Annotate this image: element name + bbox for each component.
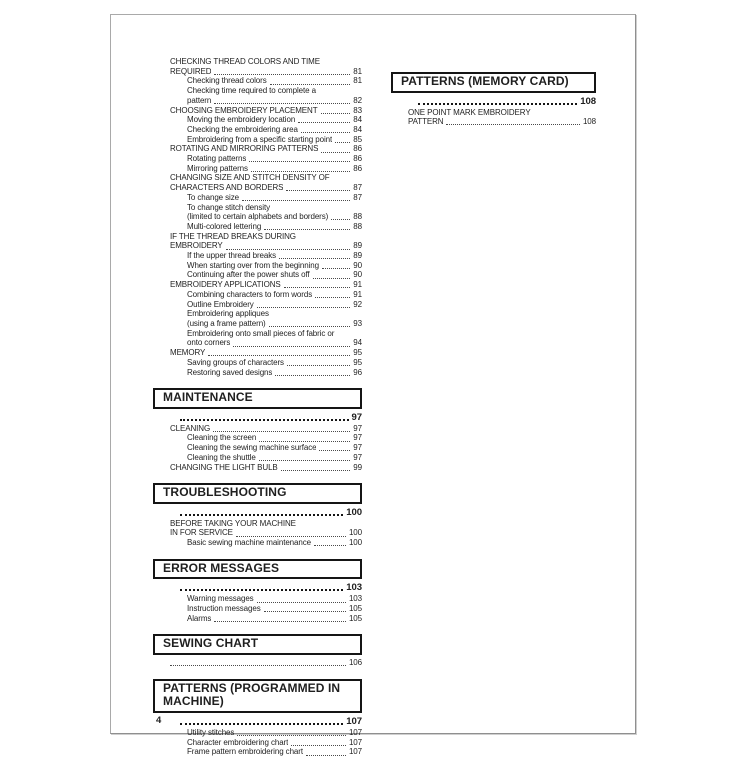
toc-entry — [153, 154, 362, 164]
toc-entry-row — [153, 290, 362, 300]
toc-entry-text: Combining characters to form words — [187, 289, 313, 299]
page-ref: 107 — [348, 727, 362, 737]
toc-entry-text: CHANGING THE LIGHT BULB — [170, 462, 278, 472]
toc-entry-text: Saving groups of characters — [187, 357, 284, 367]
toc-entry-row — [153, 193, 362, 203]
toc-entry-row — [153, 212, 362, 222]
toc-entry-text: To change stitch density — [187, 202, 270, 212]
toc-entry-text: Embroidering appliques — [187, 309, 269, 319]
dot-leader — [287, 364, 350, 366]
toc-entry-text: Alarms — [187, 613, 212, 623]
toc-entry-row — [153, 261, 362, 271]
section-header — [153, 679, 362, 713]
toc-entry — [153, 453, 362, 463]
page-ref: 86 — [353, 144, 362, 154]
toc-entry-text: If the upper thread breaks — [187, 251, 277, 261]
page-ref: 89 — [353, 241, 362, 251]
chapter-page-line — [153, 582, 362, 593]
toc-entry-row — [153, 338, 362, 348]
toc-entry-text: CHOOSING EMBROIDERY PLACEMENT — [170, 105, 318, 115]
toc-entry-text: IN FOR SERVICE — [170, 528, 233, 538]
toc-entry-text: pattern — [187, 95, 212, 105]
section-title: PATTERNS (MEMORY CARD) — [401, 74, 569, 88]
page-ref: 86 — [353, 163, 362, 173]
toc-entry-text: Mirroring patterns — [187, 163, 248, 173]
toc-entry — [153, 594, 362, 604]
page-ref: 84 — [353, 124, 362, 134]
dot-leader — [214, 620, 346, 622]
page-ref: 88 — [353, 221, 362, 231]
toc-entry-row — [153, 222, 362, 232]
toc-entry-text: Embroidering from a specific starting point — [187, 134, 333, 144]
toc-entry-text: (limited to certain alphabets and borders) — [187, 212, 329, 222]
toc-entry-row — [153, 528, 362, 538]
toc-entry — [153, 86, 362, 105]
page-ref: 91 — [353, 280, 362, 290]
toc-entry-row — [153, 154, 362, 164]
chapter-page-number: 103 — [346, 582, 362, 594]
toc-entry — [153, 329, 362, 348]
toc-entry — [153, 222, 362, 232]
toc-entry-text: IF THE THREAD BREAKS DURING — [170, 231, 296, 241]
toc-entry-row — [153, 348, 362, 358]
chapter-page-number: 97 — [351, 411, 362, 423]
toc-entry-text: Cleaning the shuttle — [187, 452, 256, 462]
toc-entry-text: (using a frame pattern) — [187, 318, 266, 328]
toc-entry-text: Outline Embroidery — [187, 299, 254, 309]
toc-entry-text: PATTERN — [408, 117, 444, 127]
toc-entry — [153, 519, 362, 538]
toc-entry-text: When starting over from the beginning — [187, 260, 319, 270]
page-ref: 100 — [348, 538, 362, 548]
section-header — [153, 388, 362, 409]
dot-leader — [180, 722, 343, 725]
page-ref: 97 — [353, 423, 362, 433]
section-title: MAINTENANCE — [163, 390, 253, 405]
dot-leader — [257, 601, 346, 603]
toc-entry-text: EMBROIDERY — [170, 241, 223, 251]
page-ref: 95 — [353, 348, 362, 358]
toc-entry-text: Checking time required to complete a — [187, 86, 316, 96]
page-ref: 81 — [353, 76, 362, 86]
page-ref: 94 — [353, 338, 362, 348]
dot-leader — [226, 248, 351, 250]
page-ref: 100 — [348, 528, 362, 538]
dot-leader — [264, 610, 346, 612]
toc-entry-text: ONE POINT MARK EMBROIDERY — [408, 107, 531, 117]
toc-entry-text: Warning messages — [187, 594, 254, 604]
page-ref: 103 — [348, 594, 362, 604]
toc-entry — [153, 280, 362, 290]
dot-leader — [301, 131, 350, 133]
toc-entry-row — [153, 358, 362, 368]
toc-entry-row — [153, 594, 362, 604]
dot-leader — [259, 459, 351, 461]
toc-entry-row — [153, 251, 362, 261]
toc-entry-text: MEMORY — [170, 348, 206, 358]
page-ref: 84 — [353, 115, 362, 125]
toc-entry — [153, 106, 362, 116]
toc-entry — [153, 290, 362, 300]
dot-leader — [319, 449, 350, 451]
dot-leader — [180, 588, 343, 591]
page-ref: 86 — [353, 154, 362, 164]
toc-entry-text: Restoring saved designs — [187, 367, 273, 377]
toc-entry-row — [153, 96, 362, 106]
toc-entry-row — [153, 614, 362, 624]
toc-entry-text: REQUIRED — [170, 66, 212, 76]
toc-right-column — [391, 61, 596, 127]
page-ref: 90 — [353, 270, 362, 280]
toc-entry — [153, 424, 362, 434]
dot-leader — [259, 440, 350, 442]
dot-leader — [331, 218, 350, 220]
toc-entry-text: Multi-colored lettering — [187, 221, 262, 231]
toc-entry-text: Character embroidering chart — [187, 737, 289, 747]
page-ref: 81 — [353, 66, 362, 76]
dot-leader — [284, 286, 351, 288]
toc-entry — [153, 76, 362, 86]
toc-entry-text: onto corners — [187, 338, 231, 348]
chapter-page-line — [153, 412, 362, 423]
toc-entry-text: Rotating patterns — [187, 154, 247, 164]
toc-entry-row — [153, 183, 362, 193]
toc-entry-text: Embroidering onto small pieces of fabric or — [187, 328, 335, 338]
dot-leader — [279, 257, 350, 259]
toc-entry-row — [153, 368, 362, 378]
toc-entry-row — [153, 747, 362, 757]
toc-entry — [153, 728, 362, 738]
dot-leader — [242, 199, 350, 201]
section-title: SEWING CHART — [163, 636, 259, 651]
toc-entry — [153, 173, 362, 192]
dot-leader — [281, 469, 351, 471]
toc-entry-row — [153, 424, 362, 434]
page-ref: 105 — [348, 613, 362, 623]
toc-entry-row — [391, 117, 596, 127]
page-ref: 96 — [353, 367, 362, 377]
page-ref: 87 — [353, 192, 362, 202]
toc-entry-text: CHECKING THREAD COLORS AND TIME — [170, 57, 320, 66]
toc-entry-text: Checking the embroidering area — [187, 124, 298, 134]
toc-entry — [153, 125, 362, 135]
toc-entry-row — [153, 728, 362, 738]
toc-entry-text: Instruction messages — [187, 604, 261, 614]
chapter-page-number: 100 — [346, 506, 362, 518]
section-title: ERROR MESSAGES — [163, 560, 280, 575]
toc-entry-text: Checking thread colors — [187, 76, 267, 86]
toc-entry-row — [153, 270, 362, 280]
section-header — [153, 483, 362, 504]
chapter-page-line — [153, 658, 362, 668]
dot-leader — [180, 513, 343, 516]
dot-leader — [249, 160, 350, 162]
section-title: MACHINE) — [163, 694, 224, 709]
page-ref: 107 — [348, 747, 362, 757]
dot-leader — [315, 296, 350, 298]
page-ref: 93 — [353, 318, 362, 328]
toc-entry-text: Cleaning the sewing machine surface — [187, 443, 317, 453]
chapter-page-number: 107 — [346, 715, 362, 727]
toc-entry — [153, 300, 362, 310]
dot-leader — [321, 112, 351, 114]
toc-left-column — [153, 57, 362, 757]
toc-entry-row — [153, 144, 362, 154]
dot-leader — [214, 102, 350, 104]
page-ref: 83 — [353, 105, 362, 115]
dot-leader — [214, 73, 350, 75]
page-ref: 97 — [353, 452, 362, 462]
dot-leader — [306, 754, 346, 756]
toc-entry — [153, 538, 362, 548]
toc-entry-row — [153, 135, 362, 145]
toc-entry — [153, 348, 362, 358]
page-ref: 82 — [353, 95, 362, 105]
page-ref: 92 — [353, 299, 362, 309]
dot-leader — [237, 734, 346, 736]
toc-entry-row — [153, 106, 362, 116]
toc-entry-row — [153, 241, 362, 251]
toc-entry — [153, 193, 362, 203]
toc-entry — [153, 368, 362, 378]
dot-leader — [446, 123, 579, 125]
toc-entry — [153, 115, 362, 125]
toc-entry-text: Frame pattern embroidering chart — [187, 747, 303, 757]
dot-leader — [298, 121, 350, 123]
toc-entry-text: Utility stitches — [187, 727, 235, 737]
dot-leader — [236, 535, 346, 537]
page-ref: 97 — [353, 443, 362, 453]
toc-entry-row — [153, 538, 362, 548]
toc-entry-row — [153, 280, 362, 290]
page-ref: 89 — [353, 251, 362, 261]
toc-entry-row — [153, 463, 362, 473]
toc-entry-row — [153, 604, 362, 614]
page-ref: 105 — [348, 604, 362, 614]
dot-leader — [264, 228, 350, 230]
toc-entry — [153, 270, 362, 280]
chapter-page-line — [153, 716, 362, 727]
toc-entry-text: Continuing after the power shuts off — [187, 270, 310, 280]
toc-entry-text: Moving the embroidery location — [187, 115, 296, 125]
dot-leader — [314, 544, 346, 546]
page-ref: 108 — [582, 117, 596, 127]
page-ref: 97 — [353, 433, 362, 443]
toc-entry-row — [153, 76, 362, 86]
toc-entry-row — [153, 115, 362, 125]
page-ref: 85 — [353, 134, 362, 144]
page-ref: 107 — [348, 737, 362, 747]
section-header — [153, 559, 362, 580]
dot-leader — [335, 141, 350, 143]
section-header — [391, 72, 596, 93]
toc-entry-row — [153, 319, 362, 329]
toc-entry-row — [153, 443, 362, 453]
section-header — [153, 634, 362, 655]
toc-entry — [153, 747, 362, 757]
toc-entry-row — [153, 453, 362, 463]
toc-entry — [153, 232, 362, 251]
dot-leader — [313, 277, 351, 279]
toc-entry — [153, 614, 362, 624]
toc-entry — [153, 135, 362, 145]
toc-entry-row — [153, 164, 362, 174]
dot-leader — [291, 744, 346, 746]
toc-entry — [153, 443, 362, 453]
toc-entry — [391, 108, 596, 127]
toc-entry-row — [153, 433, 362, 443]
dot-leader — [257, 306, 351, 308]
toc-entry — [153, 463, 362, 473]
toc-entry-row — [153, 125, 362, 135]
dot-leader — [251, 170, 350, 172]
toc-entry — [153, 144, 362, 154]
toc-entry-text: Cleaning the screen — [187, 433, 257, 443]
section-title: PATTERNS (PROGRAMMED IN — [163, 680, 341, 695]
toc-entry-text: Basic sewing machine maintenance — [187, 538, 311, 548]
section-title: TROUBLESHOOTING — [163, 485, 287, 500]
dot-leader — [286, 189, 350, 191]
toc-entry — [153, 251, 362, 261]
toc-entry — [153, 203, 362, 222]
toc-entry — [153, 604, 362, 614]
toc-entry — [153, 738, 362, 748]
toc-entry-text: CLEANING — [170, 423, 211, 433]
manual-page — [110, 14, 636, 757]
toc-entry-row — [153, 300, 362, 310]
chapter-page-line — [391, 96, 596, 107]
toc-entry — [153, 261, 362, 271]
chapter-page-number: 108 — [580, 95, 596, 107]
dot-leader — [213, 430, 350, 432]
page-number: 4 — [156, 715, 162, 726]
toc-entry-text: EMBROIDERY APPLICATIONS — [170, 280, 281, 290]
dot-leader — [321, 151, 350, 153]
page-ref: 91 — [353, 289, 362, 299]
toc-entry-row — [153, 738, 362, 748]
dot-leader — [275, 374, 350, 376]
toc-entry-text: To change size — [187, 192, 239, 202]
chapter-page-number: 106 — [348, 657, 362, 667]
dot-leader — [180, 418, 349, 421]
chapter-page-line — [153, 507, 362, 518]
toc-entry-text: ROTATING AND MIRRORING PATTERNS — [170, 144, 319, 154]
page-ref: 95 — [353, 357, 362, 367]
toc-entry — [153, 433, 362, 443]
toc-entry — [153, 164, 362, 174]
dot-leader — [270, 83, 351, 85]
dot-leader — [269, 325, 351, 327]
dot-leader — [170, 664, 346, 666]
page-ref: 99 — [353, 462, 362, 472]
toc-entry-row — [153, 67, 362, 77]
toc-entry — [153, 309, 362, 328]
toc-entry-text: CHANGING SIZE AND STITCH DENSITY OF — [170, 173, 330, 183]
toc-entry-text: BEFORE TAKING YOUR MACHINE — [170, 518, 296, 528]
page-ref: 87 — [353, 183, 362, 193]
dot-leader — [322, 267, 350, 269]
toc-entry — [153, 57, 362, 76]
page-ref: 90 — [353, 260, 362, 270]
dot-leader — [418, 102, 577, 105]
toc-entry — [153, 358, 362, 368]
page-ref: 88 — [353, 212, 362, 222]
toc-entry-text: CHARACTERS AND BORDERS — [170, 183, 284, 193]
dot-leader — [233, 345, 350, 347]
dot-leader — [208, 354, 350, 356]
